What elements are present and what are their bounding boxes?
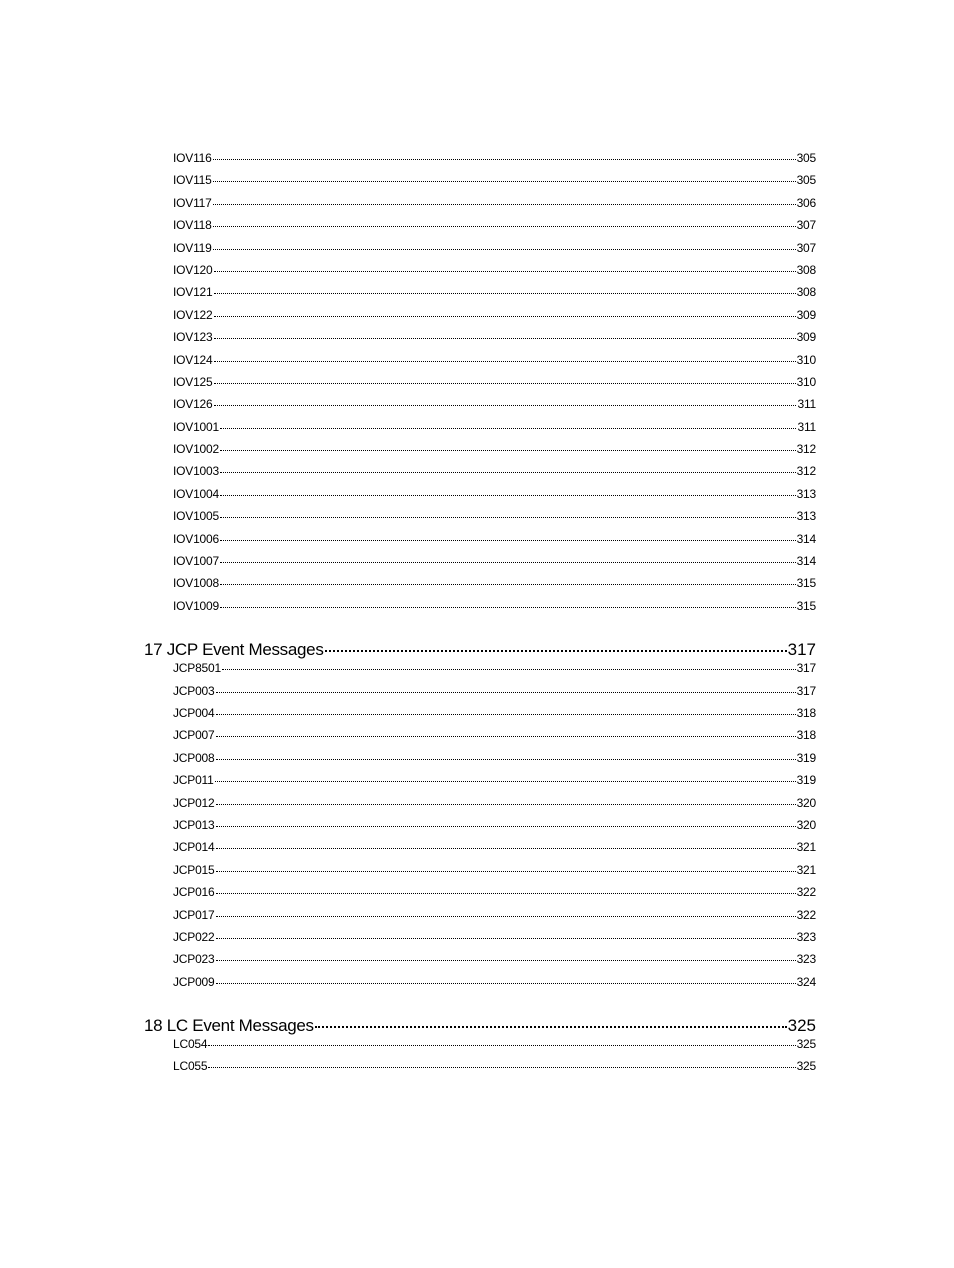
toc-entry-jcp023[interactable]: [144, 951, 816, 973]
toc-entry-label: JCP009: [173, 974, 215, 989]
toc-entry-page: 311: [797, 419, 816, 434]
toc-entry-label: IOV115: [173, 173, 212, 188]
toc-entry-page: 312: [796, 464, 816, 479]
toc-entry-label: IOV1005: [173, 509, 219, 524]
toc-entry-page: 320: [796, 817, 816, 832]
dot-leader: [214, 262, 796, 274]
toc-entry-iov1001[interactable]: [144, 419, 816, 441]
toc-entry-page: 311: [797, 397, 816, 412]
dot-leader: [220, 553, 796, 565]
dot-leader: [315, 1014, 787, 1031]
toc-entry-iov121[interactable]: [144, 284, 816, 306]
dot-leader: [214, 374, 796, 386]
toc-entry-label: JCP016: [173, 885, 215, 900]
toc-entry-page: 309: [796, 307, 816, 322]
toc-entry-iov1005[interactable]: [144, 508, 816, 530]
toc-entry-label: IOV121: [173, 285, 213, 300]
toc-entry-jcp022[interactable]: [144, 929, 816, 951]
toc-entry-label: JCP8501: [173, 661, 221, 676]
chapter-page: 325: [787, 1016, 816, 1036]
toc-entry-label: IOV1008: [173, 576, 219, 591]
dot-leader: [213, 217, 796, 229]
toc-entry-iov117[interactable]: [144, 195, 816, 217]
lc-entries: [144, 1036, 816, 1081]
iov-entries: [144, 150, 816, 620]
toc-entry-jcp017[interactable]: [144, 907, 816, 929]
dot-leader: [220, 531, 796, 543]
toc-entry-page: 318: [796, 705, 816, 720]
dot-leader: [220, 441, 796, 453]
dot-leader: [220, 508, 796, 520]
dot-leader: [216, 795, 796, 807]
dot-leader: [220, 419, 797, 431]
dot-leader: [216, 974, 796, 986]
toc-entry-label: JCP023: [173, 952, 215, 967]
toc-entry-label: IOV120: [173, 262, 213, 277]
toc-entry-page: 314: [796, 531, 816, 546]
toc-entry-iov125[interactable]: [144, 374, 816, 396]
dot-leader: [216, 884, 796, 896]
toc-entry-iov1008[interactable]: [144, 575, 816, 597]
toc-entry-jcp016[interactable]: [144, 884, 816, 906]
toc-entry-label: IOV122: [173, 307, 213, 322]
jcp-entries: [144, 660, 816, 996]
toc-entry-iov1003[interactable]: [144, 463, 816, 485]
toc-entry-page: 319: [796, 773, 816, 788]
toc-entry-label: IOV124: [173, 352, 213, 367]
toc-entry-jcp015[interactable]: [144, 862, 816, 884]
toc-entry-jcp009[interactable]: [144, 974, 816, 996]
dot-leader: [213, 172, 796, 184]
toc-entry-page: 315: [796, 576, 816, 591]
toc-entry-iov118[interactable]: [144, 217, 816, 239]
toc-entry-lc055[interactable]: [144, 1058, 816, 1080]
toc-entry-page: 312: [796, 442, 816, 457]
toc-entry-page: 305: [796, 173, 816, 188]
toc-entry-page: 305: [796, 151, 816, 165]
toc-entry-page: 306: [796, 195, 816, 210]
dot-leader: [220, 463, 796, 475]
dot-leader: [213, 195, 796, 207]
toc-chapter-18[interactable]: [144, 1014, 816, 1036]
toc-entry-page: 313: [796, 509, 816, 524]
toc-entry-page: 310: [796, 374, 816, 389]
dot-leader: [220, 486, 796, 498]
toc-entry-page: 324: [796, 974, 816, 989]
toc-entry-label: JCP014: [173, 840, 215, 855]
dot-leader: [325, 638, 787, 655]
dot-leader: [216, 683, 796, 695]
dot-leader: [215, 772, 796, 784]
dot-leader: [213, 150, 796, 162]
toc-entry-page: 308: [796, 262, 816, 277]
dot-leader: [216, 929, 796, 941]
toc-entry-label: IOV1004: [173, 486, 219, 501]
toc-entry-jcp012[interactable]: [144, 795, 816, 817]
toc-entry-label: IOV1001: [173, 419, 219, 434]
toc-entry-label: JCP011: [173, 773, 214, 788]
chapter-title: 18 LC Event Messages: [144, 1016, 314, 1036]
toc-entry-label: IOV123: [173, 330, 213, 345]
toc-entry-page: 321: [796, 840, 816, 855]
toc-entry-page: 308: [796, 285, 816, 300]
toc-entry-iov123[interactable]: [144, 329, 816, 351]
dot-leader: [216, 817, 796, 829]
toc-chapter-17[interactable]: [144, 638, 816, 660]
toc-entry-page: 320: [796, 795, 816, 810]
toc-entry-page: 325: [796, 1059, 816, 1074]
toc-entry-label: JCP013: [173, 817, 215, 832]
toc-entry-page: 313: [796, 486, 816, 501]
toc-entry-page: 315: [796, 598, 816, 613]
dot-leader: [208, 1058, 795, 1070]
toc-entry-page: 307: [796, 240, 816, 255]
toc-entry-page: 323: [796, 952, 816, 967]
toc-entry-jcp8501[interactable]: [144, 660, 816, 682]
toc-entry-label: JCP007: [173, 728, 215, 743]
chapter-title: 17 JCP Event Messages: [144, 640, 324, 660]
toc-entry-lc054[interactable]: [144, 1036, 816, 1058]
dot-leader: [213, 240, 796, 252]
dot-leader: [220, 598, 796, 610]
toc-entry-label: IOV1003: [173, 464, 219, 479]
chapter-page: 317: [787, 640, 816, 660]
dot-leader: [222, 660, 796, 672]
toc-entry-iov1006[interactable]: [144, 531, 816, 553]
toc-entry-page: 323: [796, 929, 816, 944]
toc-entry-page: 322: [796, 907, 816, 922]
toc-entry-iov1007[interactable]: [144, 553, 816, 575]
toc-entry-label: JCP022: [173, 929, 215, 944]
toc-entry-page: 322: [796, 885, 816, 900]
dot-leader: [220, 575, 796, 587]
toc-entry-jcp003[interactable]: [144, 683, 816, 705]
dot-leader: [214, 352, 796, 364]
dot-leader: [214, 396, 797, 408]
table-of-contents: [144, 150, 816, 1081]
dot-leader: [214, 284, 796, 296]
dot-leader: [216, 727, 796, 739]
dot-leader: [216, 951, 796, 963]
dot-leader: [216, 750, 796, 762]
toc-entry-label: IOV125: [173, 374, 213, 389]
toc-entry-iov115[interactable]: [144, 172, 816, 194]
toc-entry-label: JCP008: [173, 750, 215, 765]
toc-entry-iov119[interactable]: [144, 240, 816, 262]
toc-entry-label: JCP004: [173, 705, 215, 720]
toc-entry-page: 319: [796, 750, 816, 765]
toc-entry-iov120[interactable]: [144, 262, 816, 284]
toc-entry-label: JCP017: [173, 907, 215, 922]
dot-leader: [214, 329, 796, 341]
toc-entry-iov124[interactable]: [144, 352, 816, 374]
dot-leader: [216, 839, 796, 851]
dot-leader: [216, 705, 796, 717]
toc-entry-jcp013[interactable]: [144, 817, 816, 839]
toc-entry-label: IOV119: [173, 240, 212, 255]
toc-entry-label: IOV117: [173, 195, 212, 210]
toc-entry-iov1004[interactable]: [144, 486, 816, 508]
toc-entry-label: JCP015: [173, 862, 215, 877]
toc-entry-page: 317: [796, 661, 816, 676]
dot-leader: [216, 862, 796, 874]
dot-leader: [214, 307, 796, 319]
toc-entry-jcp011[interactable]: [144, 772, 816, 794]
toc-entry-label: IOV118: [173, 218, 212, 233]
toc-entry-page: 318: [796, 728, 816, 743]
dot-leader: [208, 1036, 795, 1048]
toc-entry-iov122[interactable]: [144, 307, 816, 329]
toc-entry-page: 314: [796, 554, 816, 569]
toc-entry-page: 309: [796, 330, 816, 345]
toc-entry-page: 321: [796, 862, 816, 877]
toc-entry-label: IOV1009: [173, 598, 219, 613]
toc-entry-label: IOV1006: [173, 531, 219, 546]
toc-entry-iov1002[interactable]: [144, 441, 816, 463]
toc-entry-jcp014[interactable]: [144, 839, 816, 861]
toc-entry-jcp008[interactable]: [144, 750, 816, 772]
toc-entry-label: IOV126: [173, 397, 213, 412]
toc-entry-page: 310: [796, 352, 816, 367]
toc-entry-label: LC055: [173, 1059, 208, 1074]
toc-entry-label: IOV1002: [173, 442, 219, 457]
toc-entry-label: LC054: [173, 1037, 208, 1052]
toc-entry-page: 317: [796, 683, 816, 698]
toc-entry-jcp007[interactable]: [144, 727, 816, 749]
toc-entry-iov126[interactable]: [144, 396, 816, 418]
toc-entry-iov116[interactable]: [144, 150, 816, 172]
toc-entry-label: JCP003: [173, 683, 215, 698]
toc-entry-label: IOV1007: [173, 554, 219, 569]
dot-leader: [216, 907, 796, 919]
toc-entry-label: IOV116: [173, 151, 212, 165]
toc-entry-page: 325: [796, 1037, 816, 1052]
toc-entry-jcp004[interactable]: [144, 705, 816, 727]
toc-entry-iov1009[interactable]: [144, 598, 816, 620]
toc-entry-page: 307: [796, 218, 816, 233]
toc-entry-label: JCP012: [173, 795, 215, 810]
